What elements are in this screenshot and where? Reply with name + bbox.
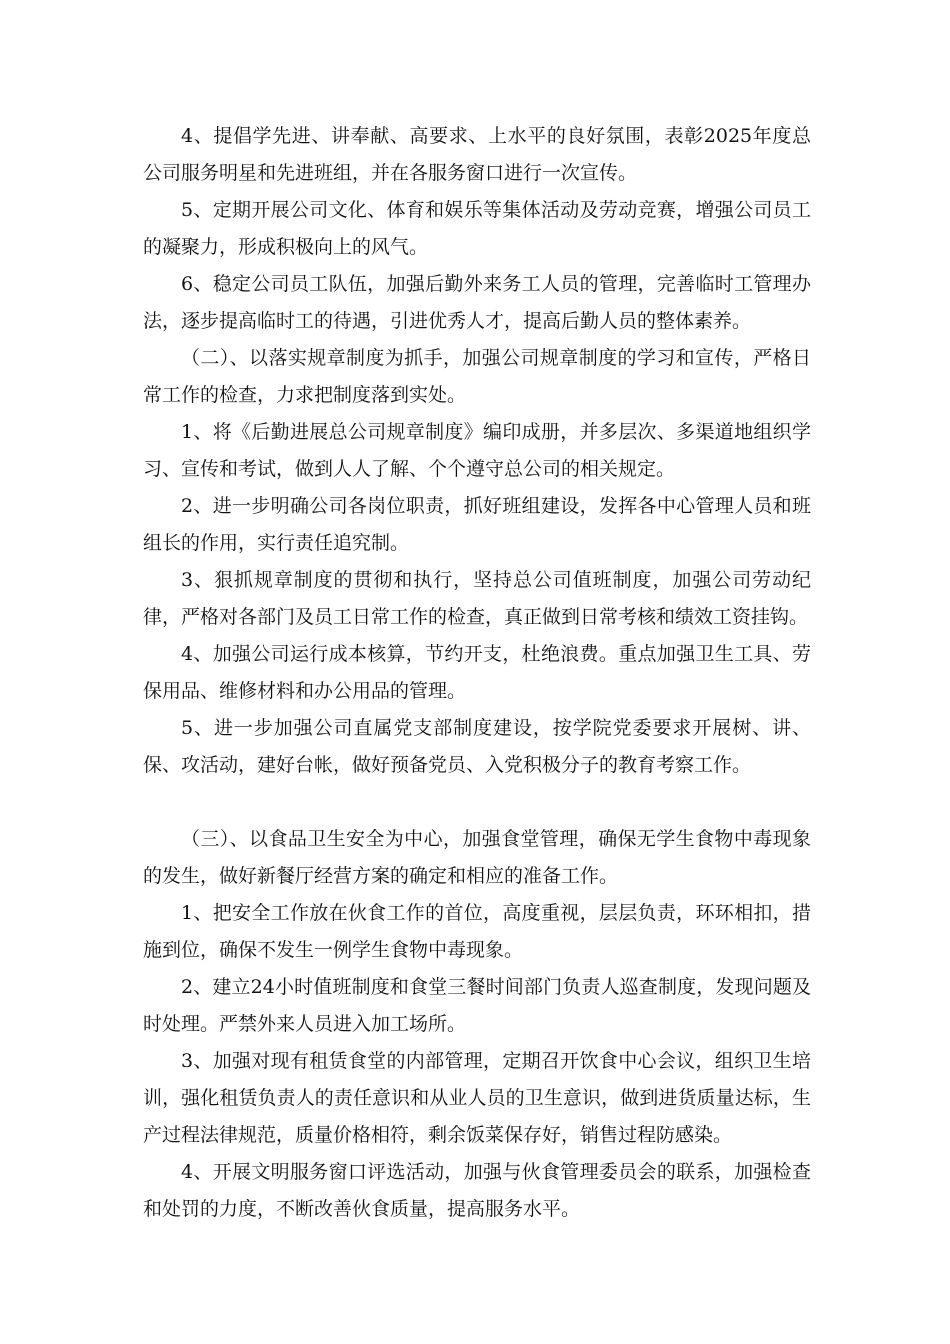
paragraph-item-4-atmosphere: 4、提倡学先进、讲奉献、高要求、上水平的良好氛围，表彰2025年度总公司服务明星和先进班组，并在各服务窗口进行一次宣传。 bbox=[143, 125, 811, 184]
paragraph-item-3-canteen-management: 3、加强对现有租赁食堂的内部管理，定期召开饮食中心会议，组织卫生培训，强化租赁负责人的责任意识和从业人员的卫生意识，做到进货质量达标，生产过程法律规范，质量价格相符，剩余饭菜保存好，销售过程防感染。 bbox=[143, 1050, 811, 1146]
paragraph-item-5-party-branch: 5、进一步加强公司直属党支部制度建设，按学院党委要求开展树、讲、保、攻活动，建好台帐，做好预备党员、入党积极分子的教育考察工作。 bbox=[143, 717, 811, 776]
paragraph-item-2-duty-system: 2、建立24小时值班制度和食堂三餐时间部门负责人巡查制度，发现问题及时处理。严禁外来人员进入加工场所。 bbox=[143, 976, 811, 1035]
paragraph-item-1-food-safety: 1、把安全工作放在伙食工作的首位，高度重视，层层负责，环环相扣，措施到位，确保不发生一例学生食物中毒现象。 bbox=[143, 902, 811, 961]
paragraph-item-4-cost-control: 4、加强公司运行成本核算，节约开支，杜绝浪费。重点加强卫生工具、劳保用品、维修材料和办公用品的管理。 bbox=[143, 643, 811, 702]
paragraph-item-6-staff: 6、稳定公司员工队伍，加强后勤外来务工人员的管理，完善临时工管理办法，逐步提高临时工的待遇，引进优秀人才，提高后勤人员的整体素养。 bbox=[143, 273, 811, 332]
paragraph-item-2-responsibilities: 2、进一步明确公司各岗位职责，抓好班组建设，发挥各中心管理人员和班组长的作用，实行责任追究制。 bbox=[143, 495, 811, 554]
section-heading-three: （三）、以食品卫生安全为中心，加强食堂管理，确保无学生食物中毒现象的发生，做好新餐厅经营方案的确定和相应的准备工作。 bbox=[143, 828, 811, 887]
document-body bbox=[143, 118, 811, 1228]
paragraph-item-4-service-window: 4、开展文明服务窗口评选活动，加强与伙食管理委员会的联系，加强检查和处罚的力度，不断改善伙食质量，提高服务水平。 bbox=[143, 1161, 811, 1220]
paragraph-item-5-activities: 5、定期开展公司文化、体育和娱乐等集体活动及劳动竞赛，增强公司员工的凝聚力，形成积极向上的风气。 bbox=[143, 199, 811, 258]
paragraph-item-3-enforcement: 3、狠抓规章制度的贯彻和执行，坚持总公司值班制度，加强公司劳动纪律，严格对各部门及员工日常工作的检查，真正做到日常考核和绩效工资挂钩。 bbox=[143, 569, 811, 628]
paragraph-item-1-regulations-book: 1、将《后勤进展总公司规章制度》编印成册，并多层次、多渠道地组织学习、宣传和考试，做到人人了解、个个遵守总公司的相关规定。 bbox=[143, 421, 811, 480]
section-heading-two: （二）、以落实规章制度为抓手，加强公司规章制度的学习和宣传，严格日常工作的检查，力求把制度落到实处。 bbox=[143, 347, 811, 406]
